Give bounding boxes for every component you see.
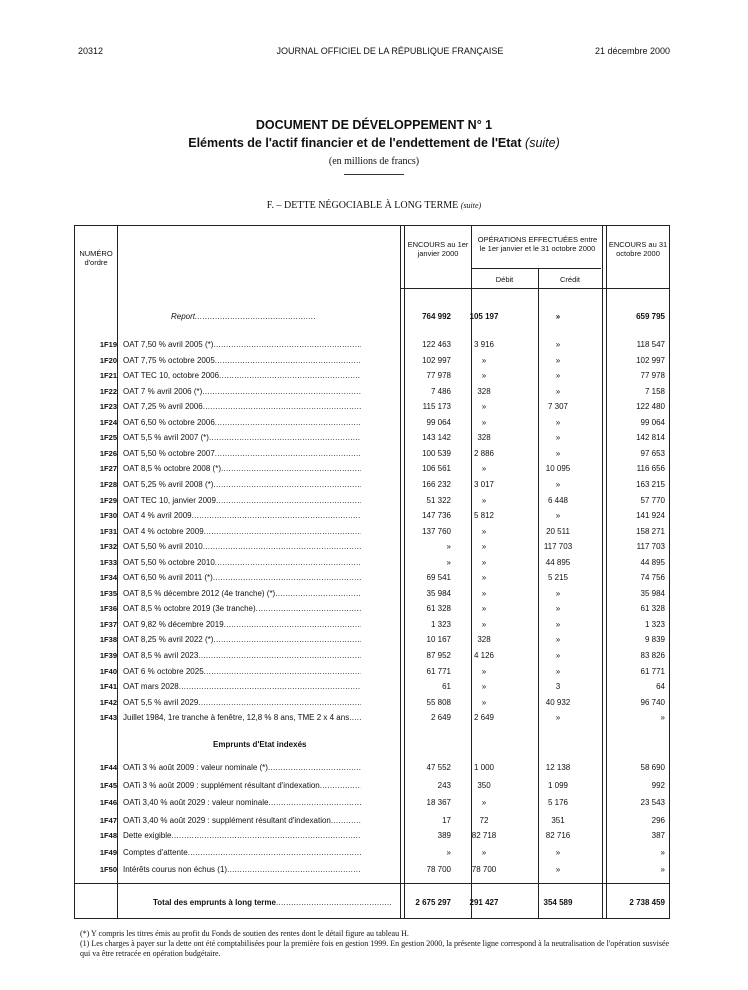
table-row	[75, 618, 669, 631]
table-row	[75, 796, 669, 809]
row-number: 1F44	[99, 763, 117, 772]
row-number: 1F46	[99, 798, 117, 808]
row-number: 1F22	[99, 386, 117, 396]
row-label: OAT 4 % octobre 2009.....	[123, 525, 361, 538]
row-encours-end: 44 895	[640, 557, 665, 567]
row-label: OAT 9,82 % décembre 2019.....	[123, 618, 361, 631]
row-credit: »	[555, 371, 561, 381]
row-label: OAT 5,25 % avril 2008 (*).....	[123, 478, 361, 491]
row-encours-end: 141 924	[636, 511, 665, 521]
row-label: OAT 8,5 % octobre 2008 (*).....	[123, 462, 361, 475]
table-row	[75, 400, 669, 413]
row-encours-end: 61 328	[640, 604, 665, 614]
page-number: 20312	[78, 46, 104, 56]
row-credit: »	[555, 619, 561, 629]
row-credit: »	[555, 386, 561, 396]
row-number: 1F45	[99, 780, 117, 790]
row-encours-end: »	[660, 848, 665, 857]
row-label: OATi 3 % août 2009 : supplément résultant d'indexation.....	[123, 779, 361, 792]
row-number: 1F50	[99, 865, 117, 874]
row-label: OAT mars 2028.....	[123, 680, 361, 693]
row-encours-start: »	[446, 557, 451, 567]
table-row	[75, 696, 669, 709]
row-number: 1F43	[99, 713, 117, 723]
row-encours-start: 61	[442, 682, 451, 692]
row-encours-start: 7 486	[430, 386, 451, 396]
row-encours-end: 118 547	[636, 340, 665, 349]
row-number: 1F25	[99, 433, 117, 443]
row-debit: 3 916	[473, 340, 495, 349]
journal-title: JOURNAL OFFICIEL DE LA RÉPUBLIQUE FRANÇAISE	[276, 46, 504, 56]
row-label: OAT 6,50 % octobre 2006.....	[123, 416, 361, 429]
row-number: 1F38	[99, 635, 117, 645]
header-credit: Crédit	[559, 275, 580, 284]
table-row	[75, 761, 669, 774]
row-number: 1F19	[99, 340, 117, 349]
footnote-1: (*) Y compris les titres émis au profit du Fonds de soutien des rentes dont le détail figure au tableau H.	[80, 929, 409, 938]
row-label: OAT 4 % avril 2009.....	[123, 509, 361, 522]
row-label: OAT 7,50 % avril 2005 (*).....	[123, 338, 361, 351]
row-credit: 6 448	[547, 495, 569, 505]
row-debit: 328	[477, 386, 491, 396]
row-debit: »	[481, 495, 487, 505]
row-credit: 5 176	[547, 798, 569, 808]
table-row	[75, 665, 669, 678]
table-row	[75, 478, 669, 491]
row-debit: »	[481, 526, 487, 536]
row-credit: 351	[551, 816, 565, 826]
row-label: OAT 8,5 % décembre 2012 (4e tranche) (*).....	[123, 587, 361, 600]
table-row	[75, 416, 669, 429]
row-encours-end: 387	[651, 831, 665, 840]
total-credit: 354 589	[543, 898, 573, 907]
row-label: Dette exigible.....	[123, 829, 361, 842]
row-credit: »	[555, 604, 561, 614]
row-encours-start: 106 561	[422, 464, 451, 474]
header-operations: OPÉRATIONS EFFECTUÉES entre le 1er janvier et le 31 octobre 2000	[477, 235, 598, 253]
row-debit: 1 000	[473, 763, 495, 772]
row-number: 1F31	[99, 526, 117, 536]
row-credit: 10 095	[545, 464, 571, 474]
row-number: 1F21	[99, 371, 117, 381]
row-number: 1F35	[99, 588, 117, 598]
row-credit: »	[555, 651, 561, 660]
row-credit: »	[555, 865, 561, 874]
row-debit: »	[481, 557, 487, 567]
table-row	[75, 779, 669, 792]
header-encours-end: ENCOURS au 31 octobre 2000	[608, 240, 668, 258]
total-label: Total des emprunts à long terme.....	[153, 896, 391, 909]
row-debit: »	[481, 573, 487, 583]
row-encours-end: 35 984	[640, 588, 665, 598]
report-encours-end: 659 795	[636, 312, 665, 321]
row-label: OATi 3,40 % août 2029 : supplément résultant d'indexation.....	[123, 814, 361, 827]
row-debit: 5 812	[473, 511, 495, 521]
row-label: OAT TEC 10, janvier 2009.....	[123, 494, 361, 507]
row-encours-end: 117 703	[636, 542, 665, 552]
row-encours-end: 96 740	[640, 697, 665, 707]
row-encours-end: 1 323	[644, 619, 665, 629]
table-row	[75, 680, 669, 693]
report-credit: »	[555, 312, 561, 321]
row-encours-start: 122 463	[422, 340, 451, 349]
row-encours-start: 243	[437, 780, 451, 790]
row-debit: »	[481, 848, 487, 857]
row-debit: »	[481, 604, 487, 614]
row-label: OAT 6,50 % avril 2011 (*).....	[123, 571, 361, 584]
row-encours-start: 51 322	[426, 495, 451, 505]
row-encours-end: 158 271	[636, 526, 665, 536]
row-number: 1F24	[99, 417, 117, 427]
section-title	[0, 200, 748, 211]
row-label: OAT 5,5 % avril 2029.....	[123, 696, 361, 709]
row-encours-start: 10 167	[426, 635, 451, 645]
table-row	[75, 354, 669, 367]
row-encours-end: 116 656	[636, 464, 665, 474]
total-rule	[75, 883, 669, 884]
row-encours-start: 389	[437, 831, 451, 840]
row-encours-end: 23 543	[640, 798, 665, 808]
row-encours-start: 69 541	[426, 573, 451, 583]
table-row	[75, 462, 669, 475]
row-number: 1F37	[99, 619, 117, 629]
row-credit: »	[555, 511, 561, 521]
row-credit: »	[555, 340, 561, 349]
footnote-2: (1) Les charges à payer sur la dette ont été comptabilisées pour la première fois en gestion 1999. En gestion 2000, la présente ligne correspond à la neutralisation de l'opération susvisée qui va être retracée en opération budgétaire.	[80, 939, 670, 958]
table-row	[75, 369, 669, 382]
table-row	[75, 385, 669, 398]
row-credit: 82 716	[545, 831, 571, 840]
row-encours-start: 102 997	[422, 355, 451, 365]
row-encours-start: 2 649	[430, 713, 451, 723]
row-encours-end: 77 978	[640, 371, 665, 381]
subtitle-main: Eléments de l'actif financier et de l'endettement de l'Etat	[188, 136, 522, 150]
header-debit: Débit	[495, 275, 514, 284]
row-credit: 12 138	[545, 763, 571, 772]
row-credit: 1 099	[547, 780, 569, 790]
row-debit: 3 017	[473, 479, 495, 489]
debt-table	[74, 225, 670, 919]
header-subrule	[471, 268, 601, 269]
row-number: 1F27	[99, 464, 117, 474]
row-debit: 78 700	[471, 865, 497, 874]
row-credit: 3	[555, 682, 561, 692]
row-number: 1F47	[99, 816, 117, 826]
row-debit: 82 718	[471, 831, 497, 840]
row-credit: 40 932	[545, 697, 571, 707]
table-row	[75, 540, 669, 553]
row-debit: »	[481, 619, 487, 629]
row-debit: »	[481, 682, 487, 692]
row-encours-start: 55 808	[426, 697, 451, 707]
row-number: 1F28	[99, 479, 117, 489]
table-row	[75, 571, 669, 584]
row-encours-start: 99 064	[426, 417, 451, 427]
row-label: OATi 3 % août 2009 : valeur nominale (*).....	[123, 761, 361, 774]
row-debit: »	[481, 697, 487, 707]
table-row	[75, 494, 669, 507]
row-debit: 72	[479, 816, 489, 826]
table-row	[75, 602, 669, 615]
table-row	[75, 431, 669, 444]
table-row	[75, 814, 669, 827]
row-encours-start: 143 142	[422, 433, 451, 443]
row-encours-end: 102 997	[636, 355, 665, 365]
row-credit: 44 895	[545, 557, 571, 567]
table-row	[75, 509, 669, 522]
row-label: OAT 7,25 % avril 2006.....	[123, 400, 361, 413]
row-credit: 117 703	[543, 542, 573, 552]
table-row	[75, 633, 669, 646]
report-debit: 105 197	[469, 312, 499, 321]
row-debit: »	[481, 402, 487, 412]
row-number: 1F29	[99, 495, 117, 505]
table-row	[75, 556, 669, 569]
row-label: OAT 5,50 % octobre 2007.....	[123, 447, 361, 460]
row-encours-start: 77 978	[426, 371, 451, 381]
row-debit: 2 886	[473, 448, 495, 458]
row-number: 1F30	[99, 511, 117, 521]
row-encours-start: 137 760	[422, 526, 451, 536]
row-debit: »	[481, 417, 487, 427]
row-encours-end: 99 064	[640, 417, 665, 427]
row-encours-start: 115 173	[422, 402, 451, 412]
row-number: 1F26	[99, 448, 117, 458]
row-number: 1F23	[99, 402, 117, 412]
row-debit: »	[481, 371, 487, 381]
row-label: OAT 8,25 % avril 2022 (*).....	[123, 633, 361, 646]
row-debit: »	[481, 798, 487, 808]
row-credit: »	[555, 433, 561, 443]
row-label: OAT 5,50 % avril 2010.....	[123, 540, 361, 553]
table-row	[75, 711, 669, 724]
row-credit: 7 307	[547, 402, 569, 412]
row-encours-start: 18 367	[426, 798, 451, 808]
row-number: 1F33	[99, 557, 117, 567]
row-label: Comptes d'attente.....	[123, 846, 361, 859]
row-encours-end: 58 690	[640, 763, 665, 772]
table-row	[75, 649, 669, 662]
row-label: OAT 8,5 % octobre 2019 (3e tranche).....	[123, 602, 361, 615]
row-label: Intérêts courus non échus (1).....	[123, 863, 361, 876]
total-row	[75, 896, 669, 909]
row-debit: 328	[477, 433, 491, 443]
row-label: Juillet 1984, 1re tranche à fenêtre, 12,8 % 8 ans, TME 2 x 4 ans.....	[123, 711, 361, 724]
row-encours-end: 142 814	[636, 433, 665, 443]
row-number: 1F20	[99, 355, 117, 365]
row-label: OAT TEC 10, octobre 2006.....	[123, 369, 361, 382]
row-number: 1F32	[99, 542, 117, 552]
total-encours-start: 2 675 297	[415, 898, 451, 907]
row-encours-start: 61 771	[426, 666, 451, 676]
row-number: 1F40	[99, 666, 117, 676]
document-subtitle	[0, 136, 748, 150]
row-encours-start: »	[446, 542, 451, 552]
row-debit: »	[481, 464, 487, 474]
table-row	[75, 829, 669, 842]
row-encours-start: 147 736	[422, 511, 451, 521]
row-label: OATi 3,40 % août 2029 : valeur nominale.....	[123, 796, 361, 809]
units-note: (en millions de francs)	[328, 156, 420, 167]
table-row	[75, 338, 669, 351]
row-encours-end: 296	[651, 816, 665, 826]
row-number: 1F41	[99, 682, 117, 692]
row-credit: »	[555, 848, 561, 857]
document-title: DOCUMENT DE DÉVELOPPEMENT N° 1	[255, 118, 493, 132]
row-debit: 350	[477, 780, 491, 790]
row-number: 1F36	[99, 604, 117, 614]
row-label: OAT 8,5 % avril 2023.....	[123, 649, 361, 662]
row-credit: »	[555, 713, 561, 723]
table-row	[75, 863, 669, 876]
row-label: OAT 7,75 % octobre 2005.....	[123, 354, 361, 367]
row-encours-end: »	[660, 713, 665, 723]
section-suffix: (suite)	[460, 201, 482, 210]
table-row	[75, 587, 669, 600]
row-encours-end: 64	[656, 682, 665, 692]
row-number: 1F42	[99, 697, 117, 707]
row-credit: 5 215	[547, 573, 569, 583]
row-credit: »	[555, 666, 561, 676]
row-debit: »	[481, 588, 487, 598]
row-number: 1F48	[99, 831, 117, 840]
header-encours-start: ENCOURS au 1er janvier 2000	[407, 240, 469, 258]
row-debit: 4 126	[473, 651, 495, 660]
header-numero: NUMÉRO d'ordre	[79, 249, 113, 267]
report-encours-start: 764 992	[422, 312, 451, 321]
row-encours-start: 1 323	[430, 619, 451, 629]
row-encours-start: 166 232	[422, 479, 451, 489]
title-rule	[344, 174, 404, 175]
row-label: OAT 5,5 % avril 2007 (*).....	[123, 431, 361, 444]
row-debit: 2 649	[473, 713, 495, 723]
header-rule	[400, 288, 669, 289]
row-credit: »	[555, 448, 561, 458]
row-label: OAT 7 % avril 2006 (*).....	[123, 385, 361, 398]
row-credit: »	[555, 355, 561, 365]
row-debit: »	[481, 542, 487, 552]
row-debit: 328	[477, 635, 491, 645]
row-label: OAT 6 % octobre 2025.....	[123, 665, 361, 678]
table-row	[75, 447, 669, 460]
row-encours-end: 163 215	[636, 479, 665, 489]
row-encours-end: 7 158	[644, 386, 665, 396]
report-row	[75, 310, 669, 323]
row-encours-end: »	[660, 865, 665, 874]
row-encours-end: 9 839	[644, 635, 665, 645]
row-number: 1F39	[99, 651, 117, 660]
row-credit: »	[555, 588, 561, 598]
row-credit: »	[555, 479, 561, 489]
indexed-heading: Emprunts d'Etat indexés	[213, 740, 307, 749]
issue-date: 21 décembre 2000	[594, 46, 670, 56]
row-encours-start: 87 952	[426, 651, 451, 660]
row-encours-end: 74 756	[640, 573, 665, 583]
row-encours-end: 57 770	[640, 495, 665, 505]
row-credit: 20 511	[546, 526, 570, 536]
row-encours-start: 47 552	[426, 763, 451, 772]
row-encours-start: 35 984	[426, 588, 451, 598]
row-credit: »	[555, 635, 561, 645]
row-encours-start: 78 700	[426, 865, 451, 874]
row-encours-end: 122 480	[636, 402, 665, 412]
row-encours-start: 61 328	[426, 604, 451, 614]
table-row	[75, 525, 669, 538]
row-encours-end: 992	[651, 780, 665, 790]
row-encours-end: 83 826	[640, 651, 665, 660]
row-encours-start: 100 539	[422, 448, 451, 458]
row-label: OAT 5,50 % octobre 2010.....	[123, 556, 361, 569]
subtitle-suffix: (suite)	[525, 136, 560, 150]
row-number: 1F49	[99, 848, 117, 857]
report-label: Report.....	[171, 310, 409, 323]
row-encours-start: 17	[442, 816, 451, 826]
total-encours-end: 2 738 459	[629, 898, 665, 907]
row-encours-end: 61 771	[640, 666, 665, 676]
total-debit: 291 427	[469, 898, 499, 907]
section-label: F. – DETTE NÉGOCIABLE À LONG TERME	[266, 200, 459, 211]
row-encours-start: »	[446, 848, 451, 857]
row-debit: »	[481, 666, 487, 676]
row-number: 1F34	[99, 573, 117, 583]
row-encours-end: 97 653	[640, 448, 665, 458]
row-debit: »	[481, 355, 487, 365]
table-row	[75, 846, 669, 859]
row-credit: »	[555, 417, 561, 427]
